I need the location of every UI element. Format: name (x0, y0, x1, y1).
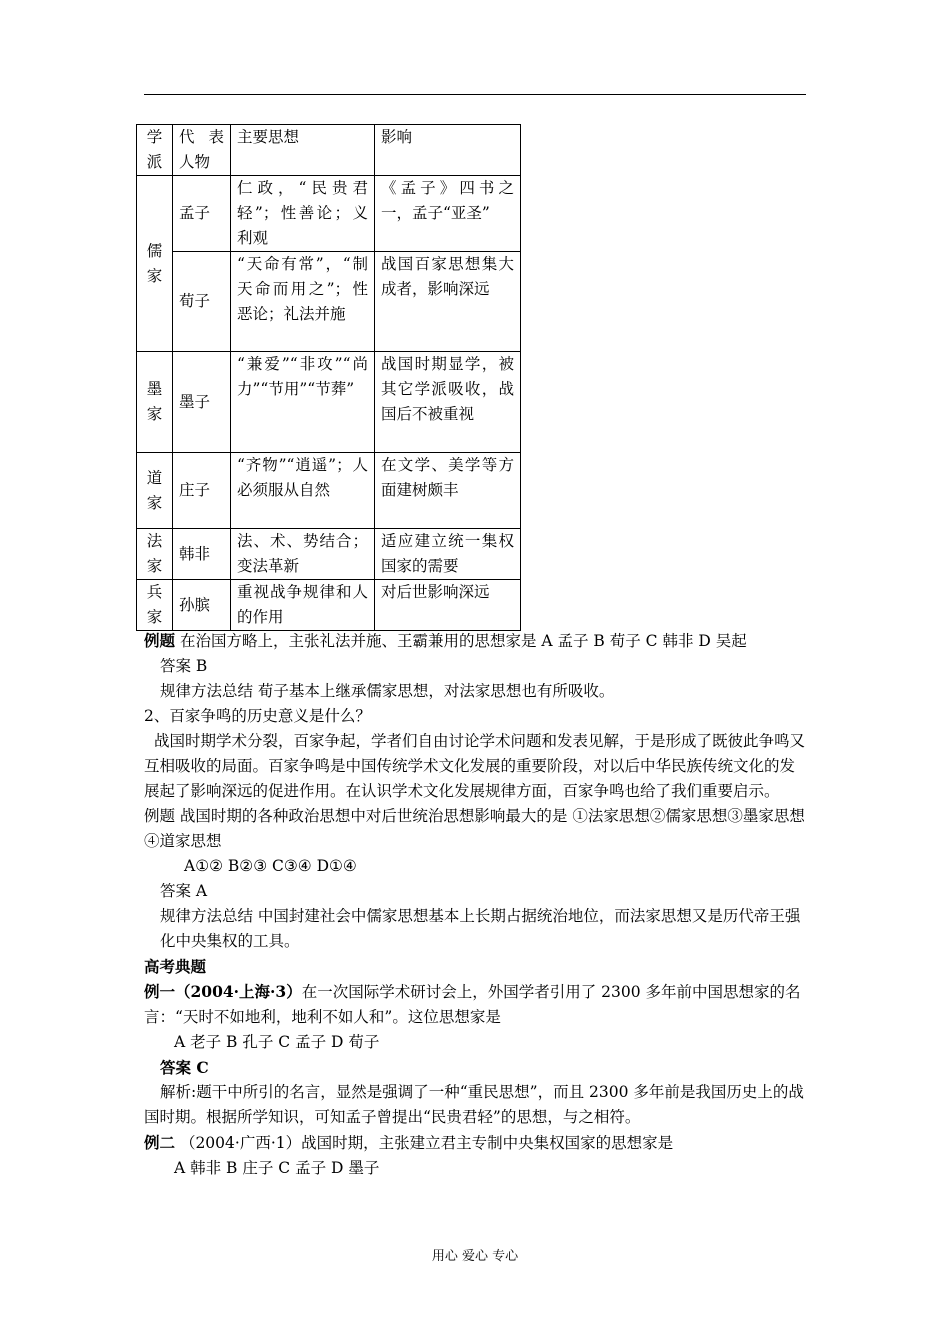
ideas-cell: 重视战争规律和人的作用 (231, 580, 375, 631)
ideas-cell: 法、术、势结合；变法革新 (231, 529, 375, 580)
influence-cell: 战国百家思想集大成者，影响深远 (375, 252, 521, 352)
example2-stem: 例题 战国时期的各种政治思想中对后世统治思想影响最大的是 ①法家思想②儒家思想③墨家思想④道家思想 (144, 807, 805, 850)
table-row (137, 176, 521, 252)
ideas-cell: 仁政，“民贵君轻”；性善论；义利观 (231, 176, 375, 252)
ideas-cell: “天命有常”，“制天命而用之”；性恶论；礼法并施 (231, 252, 375, 352)
school-cell: 兵家 (137, 580, 173, 631)
table-row (137, 529, 521, 580)
person-cell: 荀子 (173, 252, 231, 352)
header-cell: 主要思想 (231, 125, 375, 176)
influence-cell: 在文学、美学等方面建树颇丰 (375, 453, 521, 529)
gaokao-heading: 高考典题 (144, 957, 207, 976)
person-cell: 墨子 (173, 352, 231, 453)
example1-answer: 答案 B (160, 657, 208, 675)
table-header-row (137, 125, 521, 176)
header-cell: 代表人物 (173, 125, 231, 176)
school-cell: 儒家 (137, 176, 173, 352)
example2-method: 规律方法总结 中国封建社会中儒家思想基本上长期占据统治地位，而法家思想又是历代帝王强化中央集权的工具。 (160, 907, 801, 950)
header-rule (144, 94, 806, 95)
influence-cell: 《孟子》四书之一，孟子“亚圣” (375, 176, 521, 252)
gaokao-q1-stem: 例一（2004·上海·3）在一次国际学术研讨会上，外国学者引用了 2300 多年前中国思想家的名言：“天时不如地利，地利不如人和”。这位思想家是 (144, 982, 801, 1026)
table-row (137, 352, 521, 453)
school-cell: 道家 (137, 453, 173, 529)
person-cell: 韩非 (173, 529, 231, 580)
influence-cell: 适应建立统一集权国家的需要 (375, 529, 521, 580)
person-cell: 庄子 (173, 453, 231, 529)
table-row (137, 453, 521, 529)
example1-method: 规律方法总结 荀子基本上继承儒家思想，对法家思想也有所吸收。 (160, 682, 615, 700)
example1-stem: 例题 在治国方略上，主张礼法并施、王霸兼用的思想家是 A 孟子 B 荀子 C 韩非 D 吴起 (144, 631, 747, 650)
influence-cell: 对后世影响深远 (375, 580, 521, 631)
gaokao-q1-analysis: 解析:题干中所引的名言，显然是强调了一种“重民思想”，而且 2300 多年前是我国历史上的战国时期。根据所学知识，可知孟子曾提出“民贵君轻”的思想，与之相符。 (144, 1083, 804, 1126)
ideas-cell: “齐物”“逍遥”；人必须服从自然 (231, 453, 375, 529)
schools-table (136, 124, 521, 631)
page-footer: 用心 爱心 专心 (431, 1249, 519, 1264)
section2-question: 2、百家争鸣的历史意义是什么？ (144, 707, 371, 725)
gaokao-q1-options: A 老子 B 孔子 C 孟子 D 荀子 (174, 1033, 380, 1051)
body-text (144, 628, 808, 1181)
gaokao-q2-stem: 例二 （2004·广西·1）战国时期，主张建立君主专制中央集权国家的思想家是 (144, 1133, 674, 1152)
table-row (137, 580, 521, 631)
example2-options: A①② B②③ C③④ D①④ (184, 857, 357, 875)
example-label: 例题 (144, 631, 176, 650)
header-cell: 影响 (375, 125, 521, 176)
person-cell: 孟子 (173, 176, 231, 252)
gaokao-q1-answer: 答案 C (160, 1058, 209, 1077)
table-row (137, 252, 521, 352)
ideas-cell: “兼爱”“非攻”“尚力”“节用”“节葬” (231, 352, 375, 453)
school-cell: 墨家 (137, 352, 173, 453)
example2-answer: 答案 A (160, 882, 208, 900)
school-cell: 法家 (137, 529, 173, 580)
header-cell: 学派 (137, 125, 173, 176)
influence-cell: 战国时期显学，被其它学派吸收，战国后不被重视 (375, 352, 521, 453)
section2-paragraph: 战国时期学术分裂，百家争起，学者们自由讨论学术问题和发表见解，于是形成了既彼此争鸣又互相吸收的局面。百家争鸣是中国传统学术文化发展的重要阶段，对以后中华民族传统文化的发展起了影响深远的促进作用。在认识学术文化发展规律方面，百家争鸣也给了我们重要启示。 (144, 732, 806, 800)
gaokao-q2-options: A 韩非 B 庄子 C 孟子 D 墨子 (174, 1159, 380, 1177)
person-cell: 孙膑 (173, 580, 231, 631)
